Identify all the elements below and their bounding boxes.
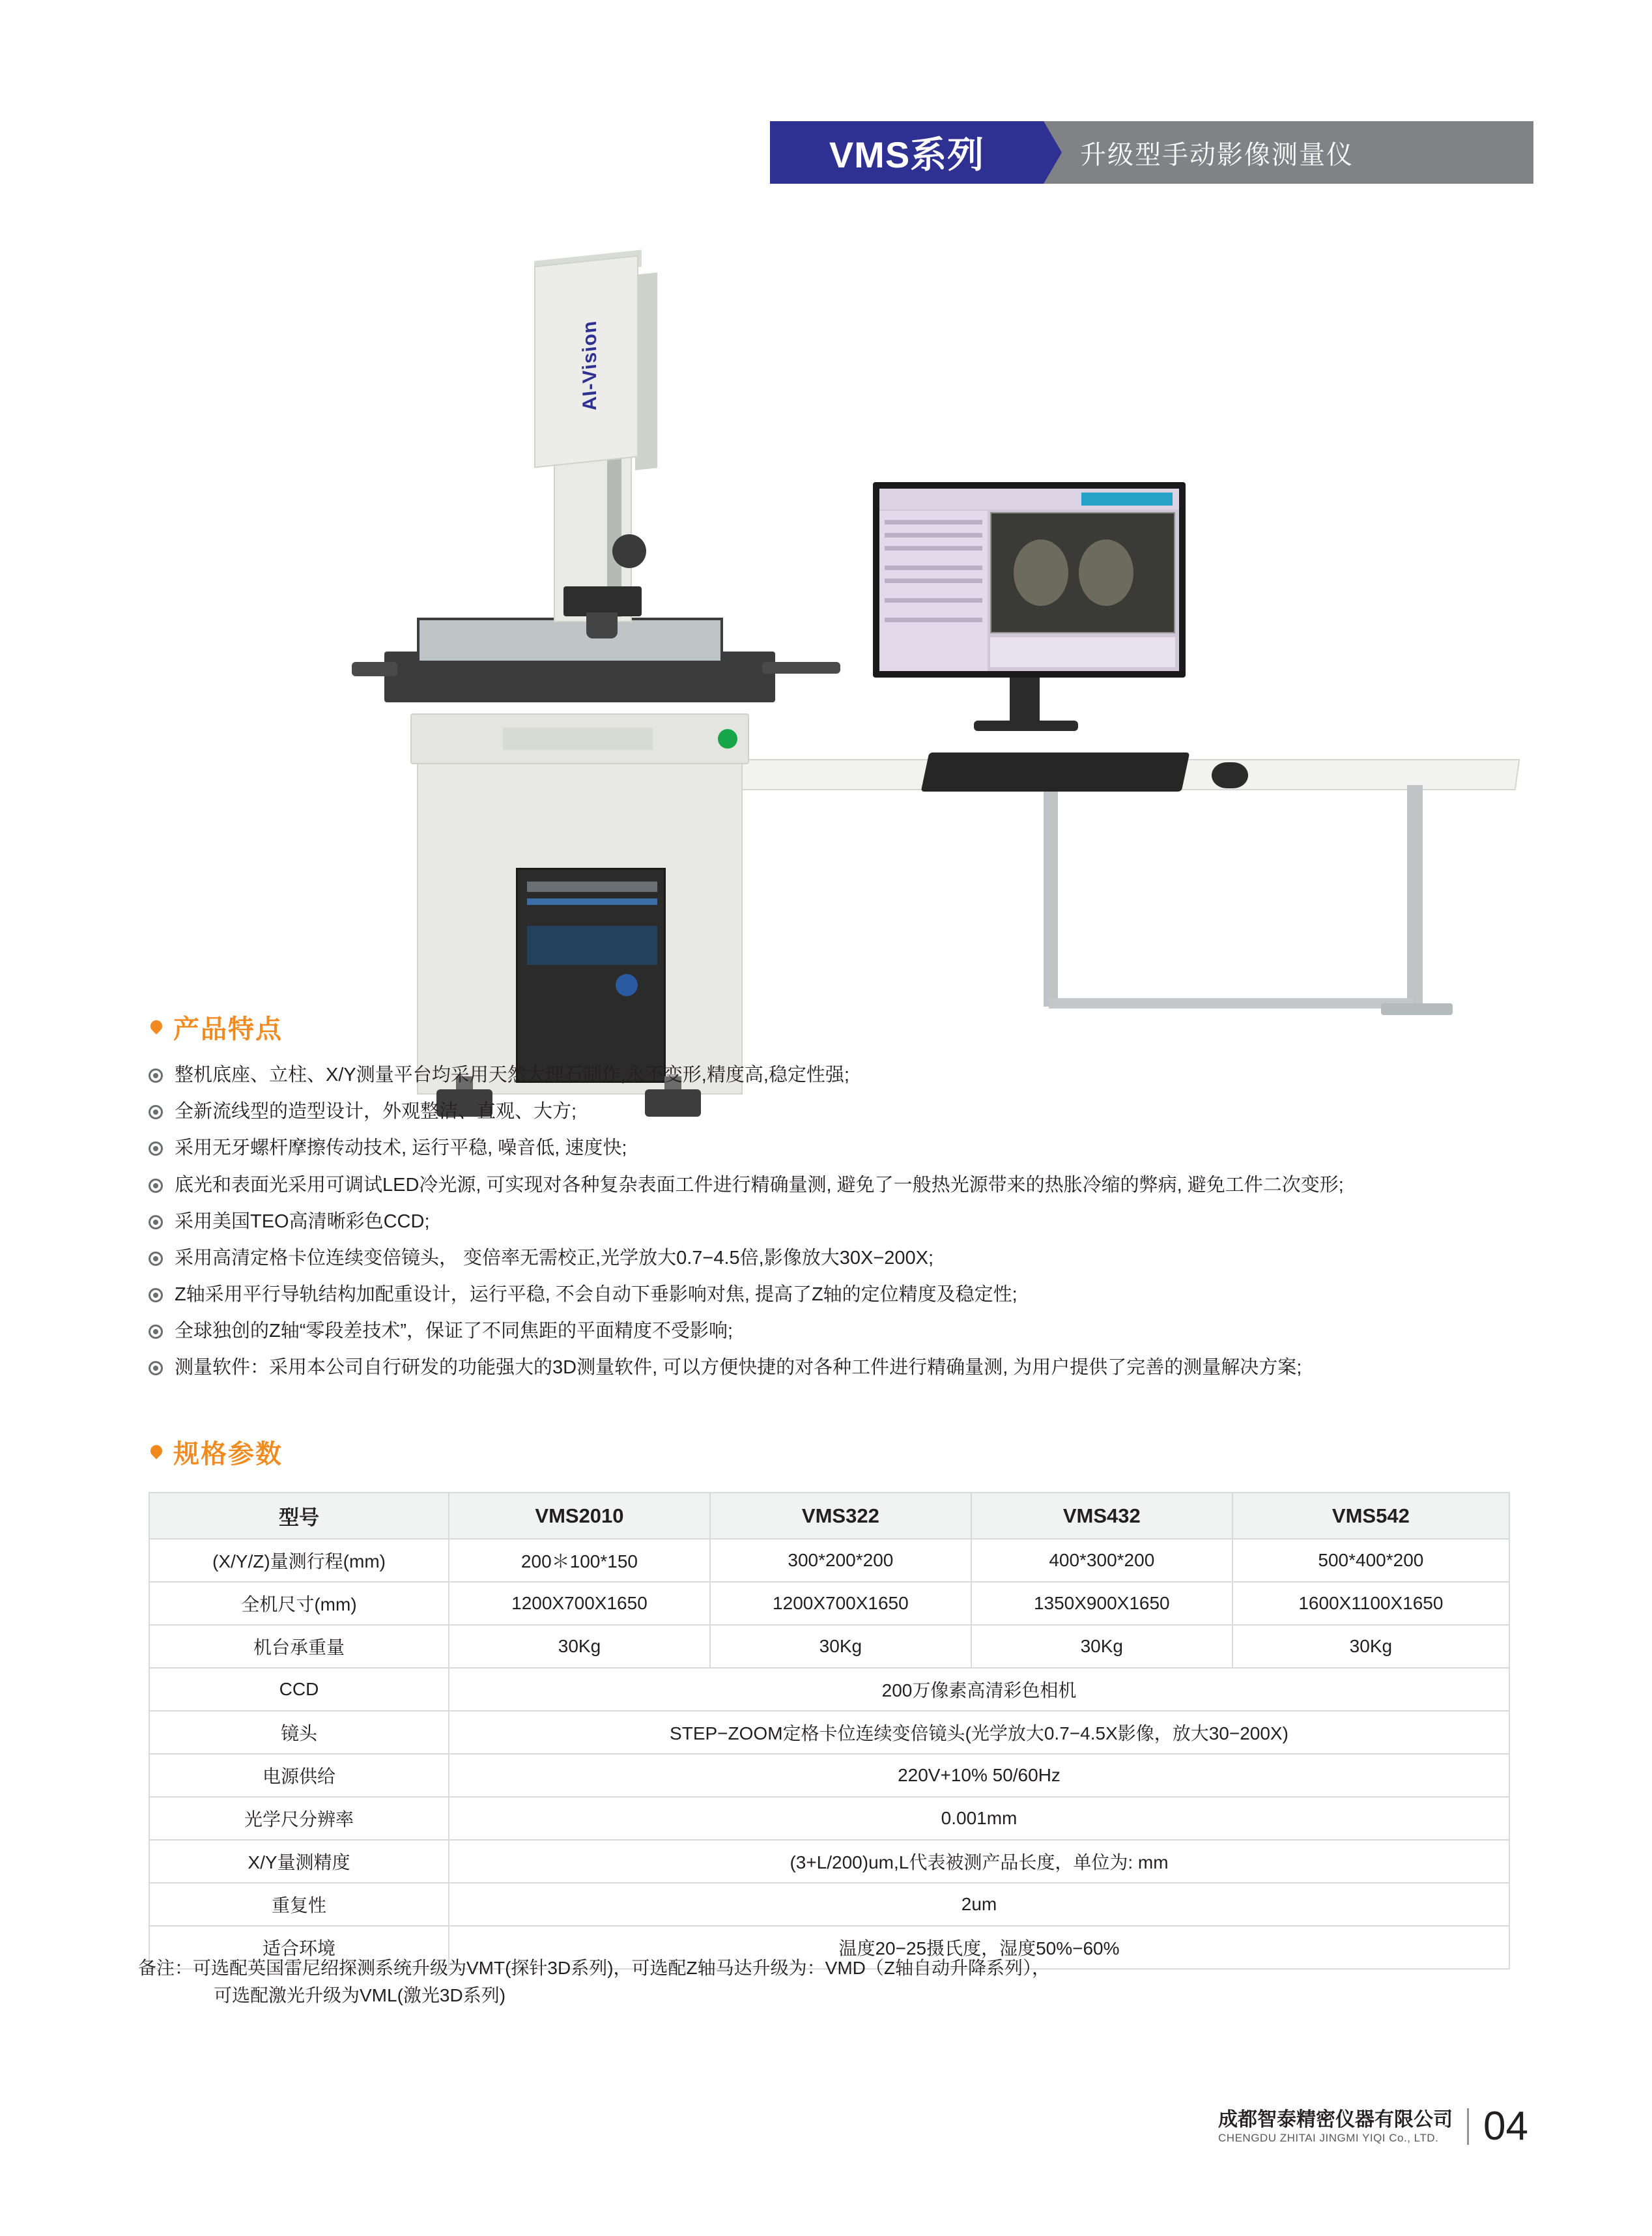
footer-divider: [1467, 2108, 1469, 2145]
page-header-banner: [770, 121, 1533, 184]
droplet-icon: [149, 1442, 163, 1462]
series-subtitle: 升级型手动影像测量仪: [1080, 140, 1354, 169]
control-panel-label: [503, 728, 653, 750]
list-item: [149, 1135, 1517, 1162]
sidebar-row: [885, 579, 982, 583]
page-number: 04: [1483, 2104, 1528, 2149]
table-cell: 30Kg: [449, 1625, 710, 1668]
mouse: [1212, 762, 1248, 788]
camera-body: [534, 255, 638, 468]
list-item: [149, 1172, 1517, 1199]
control-panel: [410, 713, 749, 764]
table-cell: 30Kg: [1232, 1625, 1509, 1668]
list-item: [149, 1062, 1517, 1089]
software-status-bar: [990, 637, 1175, 667]
list-item: [149, 1354, 1517, 1381]
sidebar-row: [885, 533, 982, 538]
monitor-stand: [1010, 678, 1040, 723]
series-title-block: [770, 121, 1044, 184]
keyboard: [921, 752, 1190, 792]
bullet-icon: [149, 1325, 163, 1339]
table-row: [149, 1840, 1509, 1883]
feature-text: 全球独创的Z轴“零段差技术”，保证了不同焦距的平面精度不受影响;: [175, 1321, 733, 1342]
table-cell: 200＊100*150: [449, 1539, 710, 1582]
stage-handle-right: [762, 662, 840, 674]
feature-text: 底光和表面光采用可调试LED冷光源, 可实现对各种复杂表面工件进行精确量测, 避免了一般热光源带来的热胀冷缩的弊病, 避免工件二次变形;: [175, 1174, 1344, 1196]
row-label: 镜头: [149, 1711, 449, 1754]
stage-handle-left: [352, 662, 397, 676]
table-cell: (3+L/200)um,L代表被测产品长度，单位为: mm: [449, 1840, 1509, 1883]
row-label: CCD: [149, 1668, 449, 1711]
software-title-badge: [1081, 493, 1173, 506]
product-photo: [339, 195, 1329, 964]
table-cell: 1600X1100X1650: [1232, 1582, 1509, 1625]
monitor-screen: [879, 489, 1179, 671]
list-item: [149, 1098, 1517, 1125]
desk-foot-right: [1381, 1003, 1453, 1015]
table-cell: 200万像素高清彩色相机: [449, 1668, 1509, 1711]
series-subtitle-block: [1044, 121, 1533, 184]
table-header-cell: 型号: [149, 1493, 449, 1539]
features-heading-text: 产品特点: [173, 1015, 283, 1044]
bullet-icon: [149, 1215, 163, 1229]
specifications-table: [149, 1492, 1510, 1970]
table-cell: 30Kg: [710, 1625, 971, 1668]
table-header-cell: VMS432: [971, 1493, 1232, 1539]
list-item: [149, 1282, 1517, 1308]
table-header-cell: VMS322: [710, 1493, 971, 1539]
bullet-icon: [149, 1252, 163, 1266]
feature-text: 测量软件：采用本公司自行研发的功能强大的3D测量软件, 可以方便快捷的对各种工件进行精确量测, 为用户提供了完善的测量解决方案;: [175, 1357, 1302, 1379]
desk-leg-left: [1044, 785, 1058, 1007]
table-cell: 0.001mm: [449, 1797, 1509, 1840]
bullet-icon: [149, 1105, 163, 1119]
row-label: 光学尺分辨率: [149, 1797, 449, 1840]
specs-note: [138, 1955, 1506, 2009]
table-cell: 1200X700X1650: [449, 1582, 710, 1625]
feature-text: 采用美国TEO高清晰彩色CCD;: [175, 1211, 430, 1232]
row-label: 适合环境: [149, 1926, 449, 1969]
desk-leg-right: [1407, 785, 1423, 1013]
tower-power-button: [616, 974, 638, 996]
table-cell: 220V+10% 50/60Hz: [449, 1754, 1509, 1797]
table-cell: 300*200*200: [710, 1539, 971, 1582]
feature-text: 采用高清定格卡位连续变倍镜头， 变倍率无需校正,光学放大0.7−4.5倍,影像放大30X−200X;: [175, 1247, 934, 1268]
table-cell: 30Kg: [971, 1625, 1232, 1668]
software-toolbar: [879, 489, 1179, 509]
stage-glass-plate: [417, 618, 723, 663]
table-header-cell: VMS542: [1232, 1493, 1509, 1539]
sidebar-row: [885, 566, 982, 570]
page-footer: [1218, 2103, 1528, 2149]
desk-crossbar: [1049, 998, 1414, 1009]
feature-text: 全新流线型的造型设计，外观整洁、直观、大方;: [175, 1101, 577, 1123]
specs-heading-text: 规格参数: [173, 1440, 283, 1469]
row-label: 电源供给: [149, 1754, 449, 1797]
table-cell: 温度20−25摄氏度，湿度50%−60%: [449, 1926, 1509, 1969]
sidebar-row: [885, 546, 982, 551]
table-row: [149, 1668, 1509, 1711]
table-header-row: [149, 1493, 1509, 1539]
tower-accent-strip: [527, 898, 657, 905]
table-cell: 500*400*200: [1232, 1539, 1509, 1582]
focus-knob: [612, 534, 646, 568]
feature-text: 采用无牙螺杆摩擦传动技术, 运行平稳, 噪音低, 速度快;: [175, 1138, 627, 1159]
camera-side-cover: [635, 272, 657, 470]
machine-brand-logo: AI-Vision: [579, 319, 601, 412]
bullet-icon: [149, 1141, 163, 1156]
features-list: [149, 1062, 1517, 1392]
feature-text: 整机底座、立柱、X/Y测量平台均采用天然大理石制作,永不变形,精度高,稳定性强;: [175, 1065, 849, 1085]
table-cell: 1350X900X1650: [971, 1582, 1232, 1625]
list-item: [149, 1245, 1517, 1272]
company-name-en: CHENGDU ZHITAI JINGMI YIQI Co., LTD.: [1218, 2132, 1439, 2145]
row-label: 重复性: [149, 1883, 449, 1926]
tower-drive-bay: [527, 882, 657, 892]
sidebar-row: [885, 598, 982, 603]
table-cell: 2um: [449, 1883, 1509, 1926]
table-header-cell: VMS2010: [449, 1493, 710, 1539]
feature-text: Z轴采用平行导轨结构加配重设计，运行平稳, 不会自动下垂影响对焦, 提高了Z轴的定位精度及稳定性;: [175, 1284, 1018, 1306]
bullet-icon: [149, 1179, 163, 1193]
table-row: [149, 1754, 1509, 1797]
table-row: [149, 1582, 1509, 1625]
workpiece-feature: [1079, 539, 1133, 606]
measurement-image-view: [990, 512, 1175, 633]
table-cell: STEP−ZOOM定格卡位连续变倍镜头(光学放大0.7−4.5X影像，放大30−200X): [449, 1711, 1509, 1754]
workpiece-feature: [1014, 539, 1068, 606]
zoom-lens: [586, 612, 618, 638]
company-block: [1218, 2108, 1453, 2145]
sidebar-row: [885, 520, 982, 524]
table-cell: 400*300*200: [971, 1539, 1232, 1582]
company-name-cn: 成都智泰精密仪器有限公司: [1218, 2108, 1453, 2130]
row-label: 全机尺寸(mm): [149, 1582, 449, 1625]
note-line-1: 备注：可选配英国雷尼绍探测系统升级为VMT(探针3D系列)，可选配Z轴马达升级为：VMD（Z轴自动升降系列），: [138, 1958, 1050, 1978]
specs-heading: [149, 1433, 283, 1470]
row-label: X/Y量测精度: [149, 1840, 449, 1883]
tower-panel: [527, 926, 657, 965]
row-label: 机台承重量: [149, 1625, 449, 1668]
bullet-icon: [149, 1068, 163, 1083]
list-item: [149, 1209, 1517, 1235]
note-line-2: 可选配激光升级为VML(激光3D系列): [214, 1985, 506, 2005]
bullet-icon: [149, 1288, 163, 1302]
list-item: [149, 1318, 1517, 1345]
features-heading: [149, 1009, 283, 1046]
table-row: [149, 1797, 1509, 1840]
machine-cabinet: [417, 762, 743, 1095]
bullet-icon: [149, 1361, 163, 1375]
power-indicator-icon: [718, 729, 737, 749]
droplet-icon: [149, 1018, 163, 1037]
monitor: [873, 482, 1186, 678]
table-row: [149, 1711, 1509, 1754]
table-cell: 1200X700X1650: [710, 1582, 971, 1625]
table-row: [149, 1539, 1509, 1582]
row-label: (X/Y/Z)量测行程(mm): [149, 1539, 449, 1582]
computer-tower: [516, 868, 666, 1083]
software-sidebar: [879, 511, 988, 671]
table-row: [149, 1883, 1509, 1926]
sidebar-row: [885, 618, 982, 622]
table-row: [149, 1625, 1509, 1668]
series-title: VMS系列: [829, 134, 985, 175]
monitor-base: [974, 721, 1078, 731]
